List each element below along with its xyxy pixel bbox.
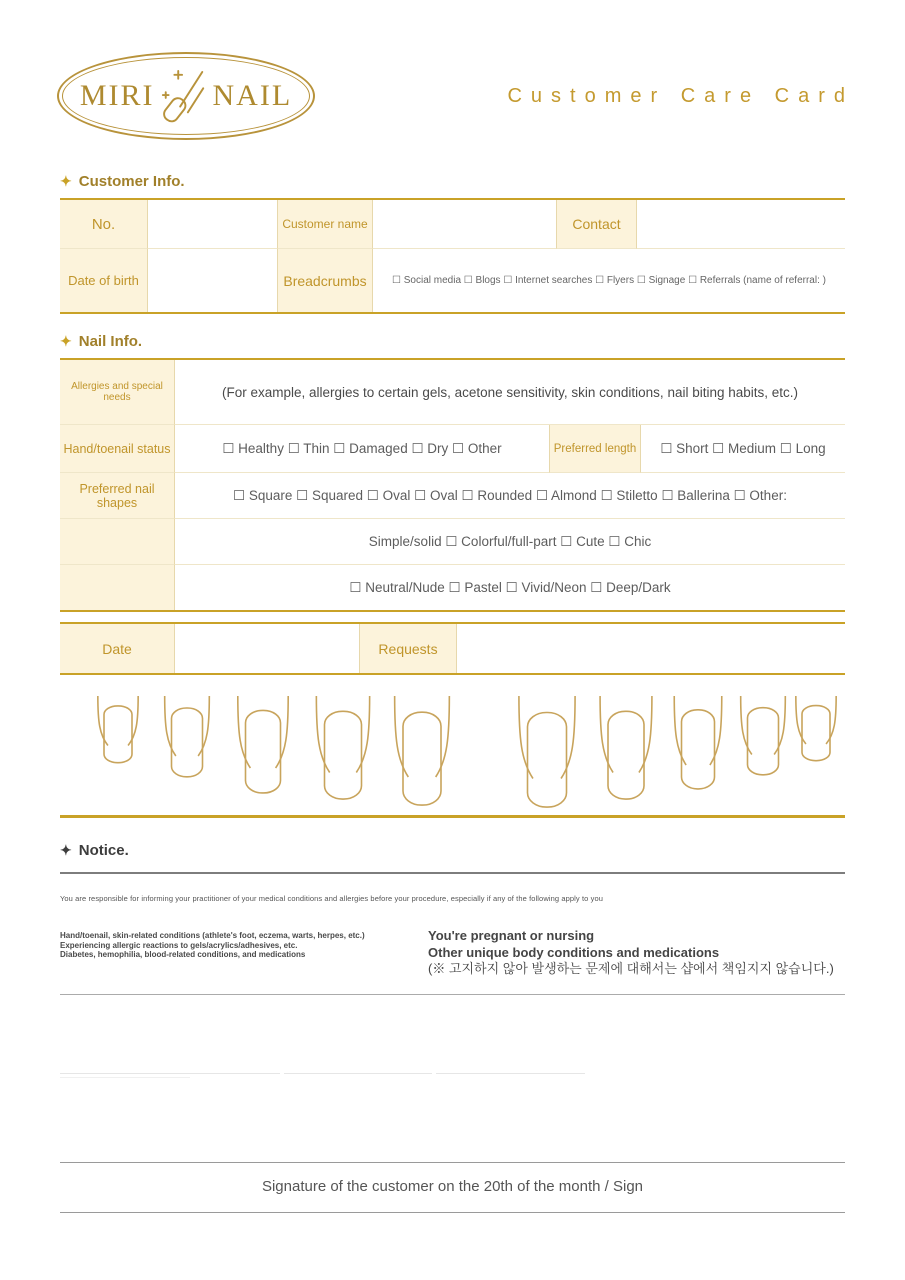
signature-bottom-line	[60, 1212, 845, 1213]
nail-info-table	[60, 358, 845, 612]
notice-item: Hand/toenail, skin-related conditions (athlete's foot, eczema, warts, herpes, etc.)	[60, 931, 365, 940]
faint-line	[60, 1073, 280, 1074]
notice-korean-note: (※ 고지하지 않아 발생하는 문제에 대해서는 샵에서 책임지지 않습니다.)	[428, 961, 834, 976]
visit-table	[60, 622, 845, 675]
notice-divider	[60, 872, 845, 874]
date-label: Date	[60, 624, 175, 673]
gray-divider	[60, 994, 845, 995]
allergies-hint[interactable]: (For example, allergies to certain gels, acetone sensitivity, skin conditions, nail biting habits, etc.)	[175, 360, 845, 425]
preferred-nail-shapes-options[interactable]: ☐ Square ☐ Squared ☐ Oval ☐ Oval ☐ Rounded ☐ Almond ☐ Stiletto ☐ Ballerina ☐ Other:	[175, 473, 845, 519]
faint-line	[436, 1073, 585, 1074]
page-title: Customer Care Card	[507, 85, 854, 107]
customer-name-value-cell[interactable]	[373, 200, 557, 249]
notice-right-items	[428, 928, 838, 978]
nail-info-section-title: Nail Info.	[78, 333, 143, 350]
preferred-length-label: Preferred length	[550, 425, 641, 473]
empty-label-cell	[60, 519, 175, 565]
breadcrumbs-label: Breadcrumbs	[278, 249, 373, 312]
faint-line	[284, 1073, 432, 1074]
miri-nail-logo	[57, 52, 315, 140]
empty-label-cell	[60, 565, 175, 610]
nail-style-options[interactable]: Simple/solid ☐ Colorful/full-part ☐ Cute ☐ Chic	[175, 519, 845, 565]
sparkle-icon: ✦	[60, 333, 72, 349]
notice-left-items	[60, 931, 420, 960]
notice-intro-text: You are responsible for informing your practitioner of your medical conditions and allergies before your procedure, especially if any of the following apply to you	[60, 894, 603, 903]
notice-item: You're pregnant or nursing	[428, 928, 595, 943]
customer-name-label: Customer name	[278, 200, 373, 249]
date-of-birth-label: Date of birth	[60, 249, 148, 312]
gold-divider	[60, 815, 845, 818]
logo-inner-oval	[62, 57, 310, 135]
no-label: No.	[60, 200, 148, 249]
hand-toenail-status-label: Hand/toenail status	[60, 425, 175, 473]
notice-section-header	[60, 842, 129, 859]
preferred-length-options[interactable]: ☐ Short ☐ Medium ☐ Long	[641, 425, 845, 473]
customer-info-section-title: Customer Info.	[78, 173, 185, 190]
no-value-cell[interactable]	[148, 200, 278, 249]
contact-label: Contact	[557, 200, 637, 249]
notice-item: Experiencing allergic reactions to gels/acrylics/adhesives, etc.	[60, 940, 298, 950]
nail-info-section-header	[60, 333, 142, 350]
notice-item: Diabetes, hemophilia, blood-related conditions, and medications	[60, 950, 306, 960]
sparkle-icon: ✦	[60, 173, 72, 189]
preferred-nail-shapes-label: Preferred nail shapes	[60, 473, 175, 519]
logo-word-miri: MIRI	[79, 79, 155, 112]
customer-info-table	[60, 198, 845, 314]
nail-shapes-illustration	[60, 688, 845, 814]
nail-color-options[interactable]: ☐ Neutral/Nude ☐ Pastel ☐ Vivid/Neon ☐ Deep/Dark	[349, 579, 671, 595]
breadcrumbs-options[interactable]: ☐ Social media ☐ Blogs ☐ Internet searches ☐ Flyers ☐ Signage ☐ Referrals (name of referral: )	[392, 275, 826, 286]
nail-brush-icon	[159, 67, 209, 125]
signature-top-line	[60, 1162, 845, 1163]
notice-section-title: Notice.	[78, 842, 129, 859]
contact-value-cell[interactable]	[637, 200, 845, 249]
date-of-birth-value-cell[interactable]	[148, 249, 278, 312]
hand-toenail-status-options[interactable]: ☐ Healthy ☐ Thin ☐ Damaged ☐ Dry ☐ Other	[175, 425, 550, 473]
notice-item: Other unique body conditions and medications	[428, 944, 720, 960]
requests-label: Requests	[360, 624, 457, 673]
requests-value-cell[interactable]	[457, 624, 845, 673]
date-value-cell[interactable]	[175, 624, 360, 673]
allergies-label: Allergies and special needs	[60, 360, 175, 425]
logo-word-nail: NAIL	[212, 79, 293, 112]
signature-label: Signature of the customer on the 20th of the month / Sign	[261, 1178, 644, 1195]
customer-info-section-header	[60, 173, 185, 190]
faint-line	[60, 1077, 190, 1078]
sparkle-icon: ✦	[60, 842, 72, 858]
